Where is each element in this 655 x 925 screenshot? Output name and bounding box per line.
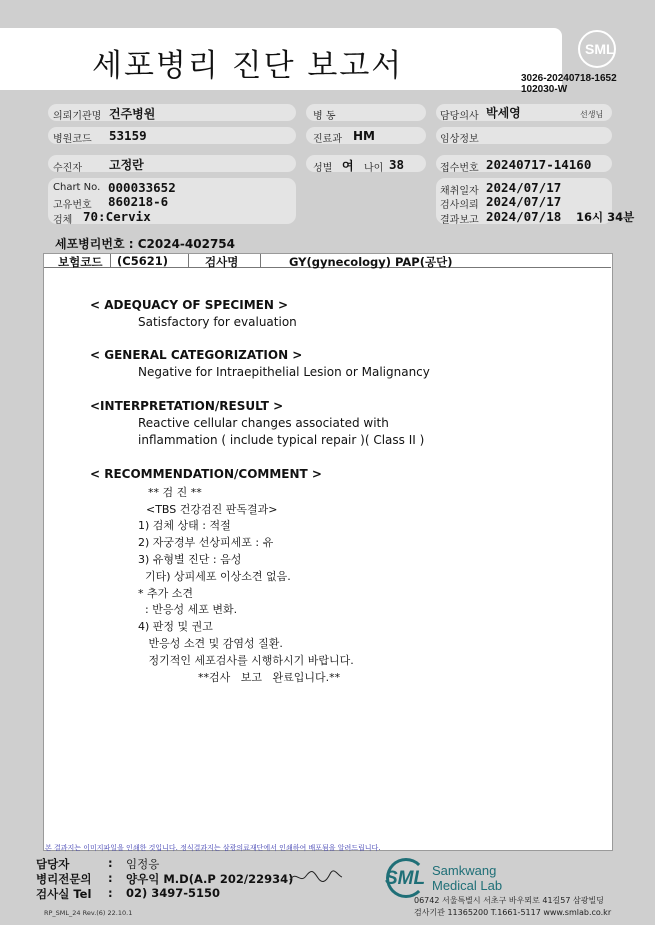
- phone-value: 02) 3497-5150: [126, 886, 221, 900]
- comment-line: : 반응성 세포 변화.: [138, 603, 238, 616]
- report-time-value: 16시 34분: [576, 210, 635, 224]
- institution-value: 건주병원: [109, 107, 156, 121]
- pathologist-value: 양우익 M.D(A.P 202/22934): [126, 872, 294, 886]
- staff-value: 임정응: [126, 857, 160, 871]
- insurance-code-value: (C5621): [117, 254, 168, 268]
- id-no-label: 고유번호: [53, 200, 92, 211]
- doctor-suffix: 선생님: [580, 110, 604, 119]
- category-text: Negative for Intraepithelial Lesion or Malignancy: [138, 365, 430, 379]
- receipt-no-value: 20240717-14160: [486, 157, 592, 172]
- colon: :: [108, 871, 113, 885]
- comment-line: * 추가 소견: [138, 587, 193, 600]
- phone-label: 검사실 Tel: [36, 887, 92, 901]
- company-name-line1: Samkwang: [432, 863, 497, 878]
- doctor-value: 박세영: [486, 106, 521, 120]
- recommendation-heading: < RECOMMENDATION/COMMENT >: [90, 467, 322, 481]
- interpretation-line1: Reactive cellular changes associated with: [138, 416, 389, 430]
- report-panel: [43, 253, 613, 851]
- test-name-label: 검사명: [205, 255, 239, 269]
- pathologist-label: 병리전문의: [36, 872, 92, 886]
- specimen-label: 검체: [53, 215, 73, 226]
- age-value: 38: [389, 157, 405, 172]
- collection-date-value: 2024/07/17: [486, 180, 562, 195]
- test-name-value: GY(gynecology) PAP(공단): [289, 255, 453, 269]
- document-number-line1: 3026-20240718-1652: [521, 73, 617, 84]
- patient-field: [48, 155, 296, 172]
- report-title: 세포병리 진단 보고서: [92, 48, 404, 84]
- company-address: 06742 서울특별시 서초구 바우뫼로 41길57 삼광빌딩: [414, 896, 604, 905]
- pathology-number-value: C2024-402754: [137, 237, 236, 251]
- comment-line: 반응성 소견 및 감염성 질환.: [138, 637, 283, 650]
- test-code-row: [44, 254, 611, 268]
- doctor-label: 담당의사: [440, 111, 479, 122]
- pathology-number-label: 세포병리번호 :: [55, 237, 138, 251]
- patient-value: 고정란: [109, 158, 144, 172]
- colon: :: [108, 886, 113, 900]
- ward-label: 병 동: [313, 111, 336, 122]
- insurance-code-cell: [110, 254, 188, 268]
- company-registration: 검사기관 11365200 T.1661-5117 www.smlab.co.kr: [414, 908, 612, 917]
- institution-label: 의뢰기관명: [53, 111, 102, 122]
- request-date-label: 검사의뢰: [440, 200, 479, 211]
- department-label: 진료과: [313, 134, 342, 145]
- signature: [288, 868, 344, 886]
- form-code: RP_SML_24 Rev.(6) 22.10.1: [44, 909, 133, 917]
- category-heading: < GENERAL CATEGORIZATION >: [90, 348, 303, 362]
- comment-line: 1) 검체 상태 : 적절: [138, 519, 231, 532]
- comment-line: 2) 자궁경부 선상피세포 : 유: [138, 536, 274, 549]
- test-name-cell: [260, 254, 611, 268]
- report-date-label: 결과보고: [440, 215, 479, 226]
- staff-label: 담당자: [36, 857, 70, 871]
- clinical-info-label: 임상정보: [440, 134, 479, 145]
- age-label: 나이: [364, 163, 384, 174]
- comment-line: 4) 판정 및 권고: [138, 620, 213, 633]
- comment-line: 3) 유형별 진단 : 음성: [138, 553, 242, 566]
- collection-date-label: 채취일자: [440, 186, 479, 197]
- chart-no-value: 000033652: [108, 180, 176, 195]
- adequacy-heading: < ADEQUACY OF SPECIMEN >: [90, 298, 289, 312]
- id-no-value: 860218-6: [108, 194, 169, 209]
- pathology-number: [55, 235, 235, 252]
- adequacy-text: Satisfactory for evaluation: [138, 315, 297, 329]
- footer-notice: 본 결과지는 이미지파일을 인쇄한 것입니다. 정식결과지는 삼광의료재단에서 인쇄하여 배포됨을 알려드립니다.: [45, 844, 381, 852]
- chart-no-label: Chart No.: [53, 182, 101, 193]
- document-number-line2: 102030-W: [521, 84, 568, 95]
- hospital-code-label: 병원코드: [53, 134, 92, 145]
- receipt-no-label: 접수번호: [440, 163, 479, 174]
- hospital-code-value: 53159: [109, 128, 147, 143]
- sml-logo-text: SML: [585, 41, 615, 57]
- company-logo-text: SML: [385, 868, 426, 889]
- specimen-value: 70:Cervix: [83, 209, 151, 224]
- department-value: HM: [353, 129, 375, 143]
- company-name-line2: Medical Lab: [432, 878, 503, 893]
- comment-line: **검사 보고 완료입니다.**: [198, 671, 341, 684]
- interpretation-line2: inflammation ( include typical repair )( Class II ): [138, 433, 425, 447]
- insurance-code-label: 보험코드: [58, 255, 103, 269]
- comment-line: <TBS 건강검진 판독결과>: [146, 503, 278, 516]
- comment-line: ** 검 진 **: [148, 486, 202, 499]
- sex-label: 성별: [313, 163, 333, 174]
- sex-value: 여: [342, 159, 354, 173]
- comment-line: 정기적인 세포검사를 시행하시기 바랍니다.: [138, 654, 354, 667]
- colon: :: [108, 856, 113, 870]
- patient-label: 수진자: [53, 163, 82, 174]
- request-date-value: 2024/07/17: [486, 194, 562, 209]
- report-date-value: 2024/07/18: [486, 209, 562, 224]
- comment-line: 기타) 상피세포 이상소견 없음.: [138, 570, 291, 583]
- test-name-label-cell: [188, 254, 260, 268]
- interpretation-heading: <INTERPRETATION/RESULT >: [90, 399, 284, 413]
